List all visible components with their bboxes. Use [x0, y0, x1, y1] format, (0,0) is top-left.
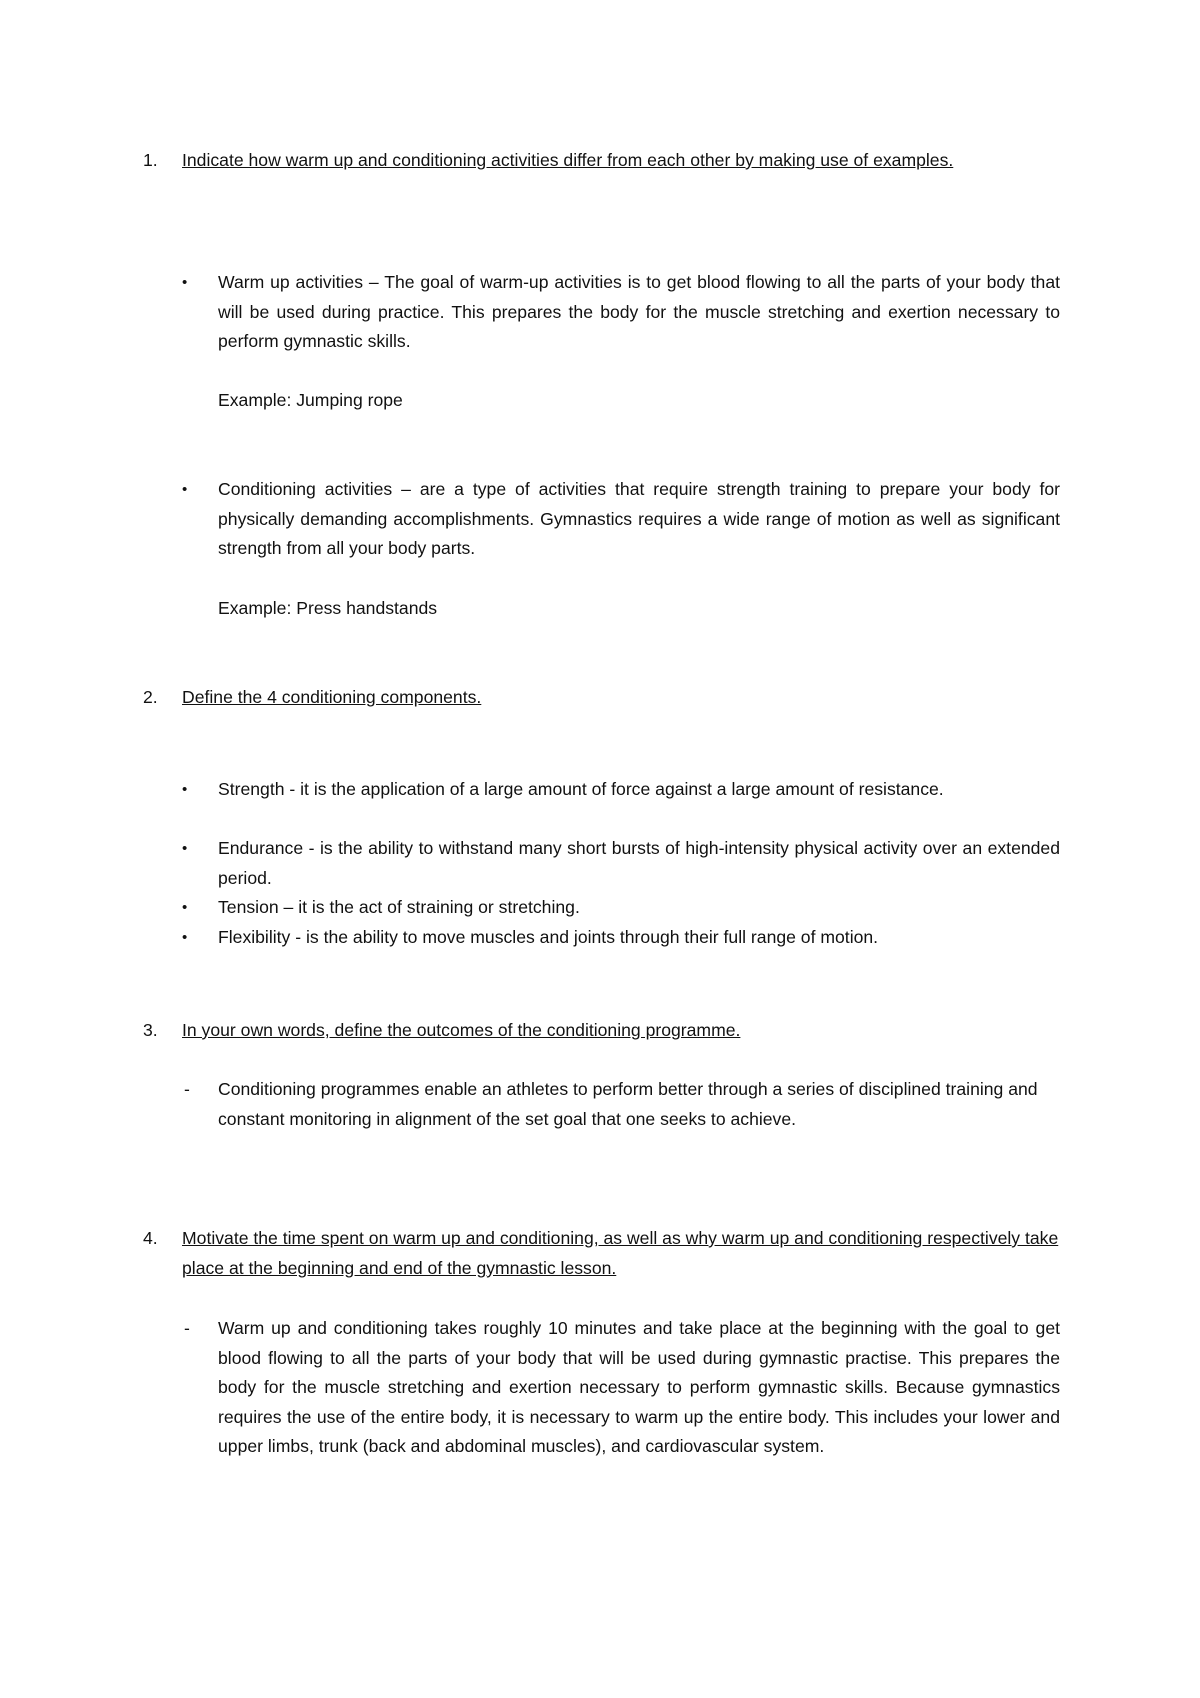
- component-flexibility: Flexibility - is the ability to move muscles and joints through their full range of motion.: [218, 927, 879, 947]
- component-strength: Strength - it is the application of a large amount of force against a large amount of resistance.: [218, 779, 944, 799]
- answer-warm-up-activities: Warm up activities – The goal of warm-up activities is to get blood flowing to all the parts of your body that will be used during practice. This prepares the body for the muscle stretching and exertion necessary to perform gymnastic skills.: [218, 272, 1060, 351]
- question-4-number: 4.: [143, 1228, 158, 1248]
- question-1-number: 1.: [143, 150, 158, 170]
- bullet-marker: •: [182, 899, 188, 916]
- question-4-text: Motivate the time spent on warm up and conditioning, as well as why warm up and conditioning respectively take place at the beginning and end of the gymnastic lesson.: [182, 1228, 1059, 1278]
- dash-marker: -: [184, 1079, 190, 1099]
- bullet-marker: •: [182, 274, 188, 291]
- question-1-text: Indicate how warm up and conditioning activities differ from each other by making use of examples.: [182, 150, 954, 170]
- bullet-marker: •: [182, 481, 188, 498]
- bullet-marker: •: [182, 781, 188, 798]
- answer-motivation: Warm up and conditioning takes roughly 10 minutes and take place at the beginning with the goal to get blood flowing to all the parts of your body that will be used during gymnastic practise. This prepares the body for the muscle stretching and exertion necessary to perform gymnastic skills. Because gymnastics requires the use of the entire body, it is necessary to warm up the entire body. This includes your lower and upper limbs, trunk (back and abdominal muscles), and cardiovascular system.: [218, 1318, 1060, 1456]
- bullet-marker: •: [182, 840, 188, 857]
- answer-conditioning-outcomes: Conditioning programmes enable an athletes to perform better through a series of disciplined training and constant monitoring in alignment of the set goal that one seeks to achieve.: [218, 1079, 1038, 1129]
- question-3-number: 3.: [143, 1020, 158, 1040]
- example-conditioning: Example: Press handstands: [218, 598, 438, 618]
- bullet-marker: •: [182, 929, 188, 946]
- example-warm-up: Example: Jumping rope: [218, 390, 403, 410]
- question-3-text: In your own words, define the outcomes of the conditioning programme.: [182, 1020, 741, 1040]
- question-2-text: Define the 4 conditioning components.: [182, 687, 482, 707]
- question-2-number: 2.: [143, 687, 158, 707]
- component-endurance: Endurance - is the ability to withstand many short bursts of high-intensity physical activity over an extended period.: [218, 838, 1060, 888]
- answer-conditioning-activities: Conditioning activities – are a type of activities that require strength training to prepare your body for physically demanding accomplishments. Gymnastics requires a wide range of motion as well as significant strength from all your body parts.: [218, 479, 1060, 558]
- dash-marker: -: [184, 1318, 190, 1338]
- component-tension: Tension – it is the act of straining or stretching.: [218, 897, 580, 917]
